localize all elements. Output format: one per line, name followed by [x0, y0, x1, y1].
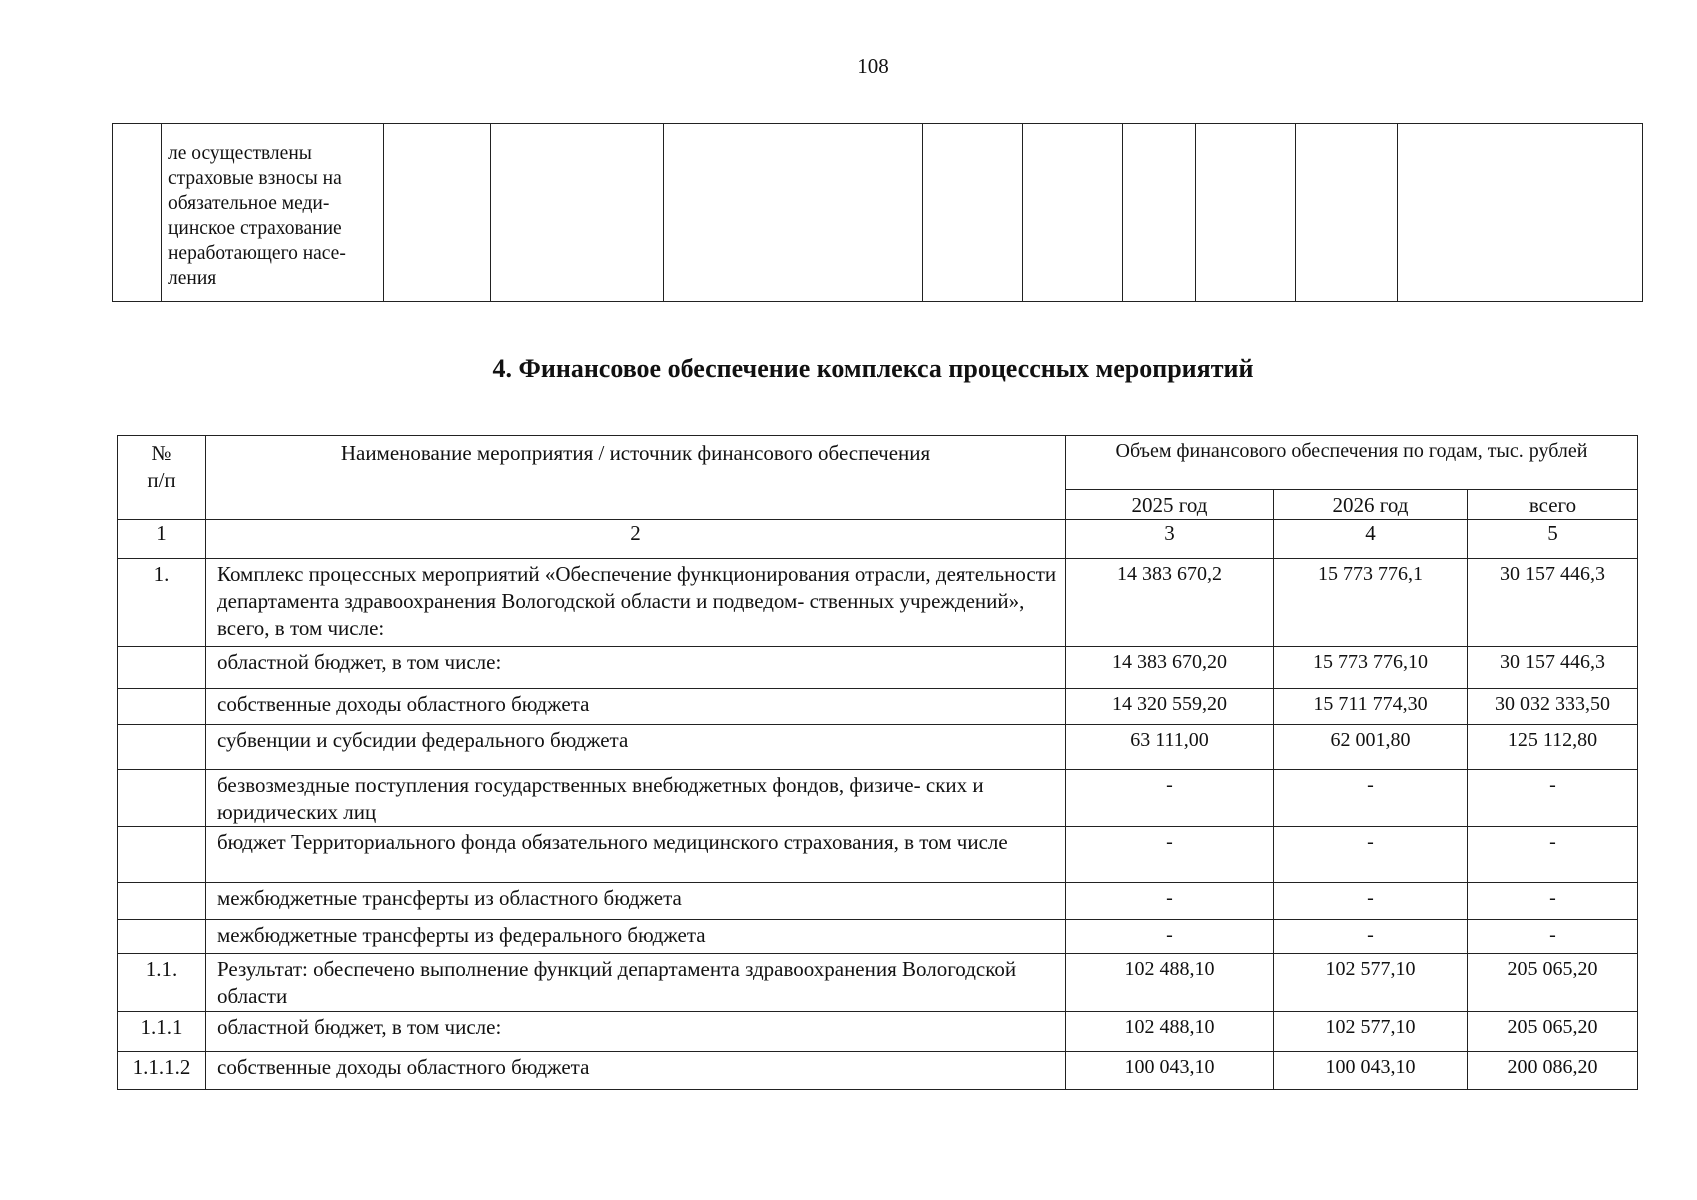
header-year-2025: 2025 год: [1066, 490, 1274, 520]
continuation-table: [112, 123, 1643, 302]
value-2025: 63 111,00: [1066, 725, 1274, 770]
value-total: 30 032 333,50: [1468, 689, 1638, 725]
value-2026: 62 001,80: [1274, 725, 1468, 770]
row-name: межбюджетные трансферты из областного бюджета: [206, 883, 1066, 920]
index-cell: 3: [1066, 520, 1274, 559]
header-num: № п/п: [118, 436, 206, 520]
row-name: межбюджетные трансферты из федерального бюджета: [206, 920, 1066, 954]
row-number: 1.: [118, 559, 206, 647]
row-name: собственные доходы областного бюджета: [206, 1052, 1066, 1090]
value-2025: 14 383 670,20: [1066, 647, 1274, 689]
row-number: [118, 827, 206, 883]
header-volume: Объем финансового обеспечения по годам, тыс. рублей: [1066, 436, 1638, 490]
index-row: [118, 520, 1638, 559]
table-body: [118, 559, 1638, 1090]
table-row: [118, 647, 1638, 689]
value-2025: 14 383 670,2: [1066, 559, 1274, 647]
value-2025: 100 043,10: [1066, 1052, 1274, 1090]
row-number: [118, 725, 206, 770]
table-row: [118, 689, 1638, 725]
value-total: 30 157 446,3: [1468, 559, 1638, 647]
section-title: 4. Финансовое обеспечение комплекса процессных мероприятий: [492, 354, 1254, 383]
value-2026: 102 577,10: [1274, 1012, 1468, 1052]
value-2025: 102 488,10: [1066, 954, 1274, 1012]
index-cell: 5: [1468, 520, 1638, 559]
value-total: 125 112,80: [1468, 725, 1638, 770]
row-name: Комплекс процессных мероприятий «Обеспечение функционирования отрасли, деятельности департамента здравоохранения Вологодской области и подведом- ственных учреждений», всего, в том числе:: [206, 559, 1066, 647]
row-number: [118, 920, 206, 954]
continuation-text: ле осуществлены страховые взносы на обязательное меди- цинское страхование неработающего насе- ления: [162, 124, 384, 302]
table-row: [118, 770, 1638, 827]
table-row: [118, 827, 1638, 883]
row-number: [118, 647, 206, 689]
value-total: -: [1468, 770, 1638, 827]
value-2025: -: [1066, 920, 1274, 954]
header-name: Наименование мероприятия / источник финансового обеспечения: [206, 436, 1066, 520]
row-number: 1.1.1: [118, 1012, 206, 1052]
page-number: 108: [857, 54, 889, 78]
index-cell: 1: [118, 520, 206, 559]
value-2026: -: [1274, 770, 1468, 827]
value-2026: -: [1274, 920, 1468, 954]
table-row: [118, 1052, 1638, 1090]
row-number: 1.1.1.2: [118, 1052, 206, 1090]
index-cell: 4: [1274, 520, 1468, 559]
value-2025: -: [1066, 827, 1274, 883]
value-total: -: [1468, 883, 1638, 920]
value-2025: 102 488,10: [1066, 1012, 1274, 1052]
table-row: [118, 725, 1638, 770]
table-row: [118, 954, 1638, 1012]
value-2026: 100 043,10: [1274, 1052, 1468, 1090]
value-2026: -: [1274, 827, 1468, 883]
value-total: -: [1468, 827, 1638, 883]
table-row: [118, 559, 1638, 647]
row-number: [118, 770, 206, 827]
table-row: [118, 920, 1638, 954]
value-total: 200 086,20: [1468, 1052, 1638, 1090]
value-2025: -: [1066, 883, 1274, 920]
row-name: бюджет Территориального фонда обязательного медицинского страхования, в том числе: [206, 827, 1066, 883]
value-total: 205 065,20: [1468, 1012, 1638, 1052]
table-row: [118, 883, 1638, 920]
header-year-2026: 2026 год: [1274, 490, 1468, 520]
value-2026: 15 773 776,10: [1274, 647, 1468, 689]
value-2025: -: [1066, 770, 1274, 827]
row-number: 1.1.: [118, 954, 206, 1012]
row-name: субвенции и субсидии федерального бюджета: [206, 725, 1066, 770]
row-name: собственные доходы областного бюджета: [206, 689, 1066, 725]
value-total: 30 157 446,3: [1468, 647, 1638, 689]
value-total: -: [1468, 920, 1638, 954]
row-name: областной бюджет, в том числе:: [206, 647, 1066, 689]
financing-table: [117, 435, 1638, 1090]
row-name: безвозмездные поступления государственных внебюджетных фондов, физиче- ских и юридических лиц: [206, 770, 1066, 827]
table-row: [118, 1012, 1638, 1052]
row-name: Результат: обеспечено выполнение функций департамента здравоохранения Вологодской области: [206, 954, 1066, 1012]
value-2026: 102 577,10: [1274, 954, 1468, 1012]
row-number: [118, 883, 206, 920]
value-2026: -: [1274, 883, 1468, 920]
header-total: всего: [1468, 490, 1638, 520]
value-2026: 15 773 776,1: [1274, 559, 1468, 647]
row-number: [118, 689, 206, 725]
header-row: [118, 436, 1638, 490]
value-total: 205 065,20: [1468, 954, 1638, 1012]
index-cell: 2: [206, 520, 1066, 559]
value-2026: 15 711 774,30: [1274, 689, 1468, 725]
row-name: областной бюджет, в том числе:: [206, 1012, 1066, 1052]
value-2025: 14 320 559,20: [1066, 689, 1274, 725]
continuation-row: [113, 124, 1643, 302]
